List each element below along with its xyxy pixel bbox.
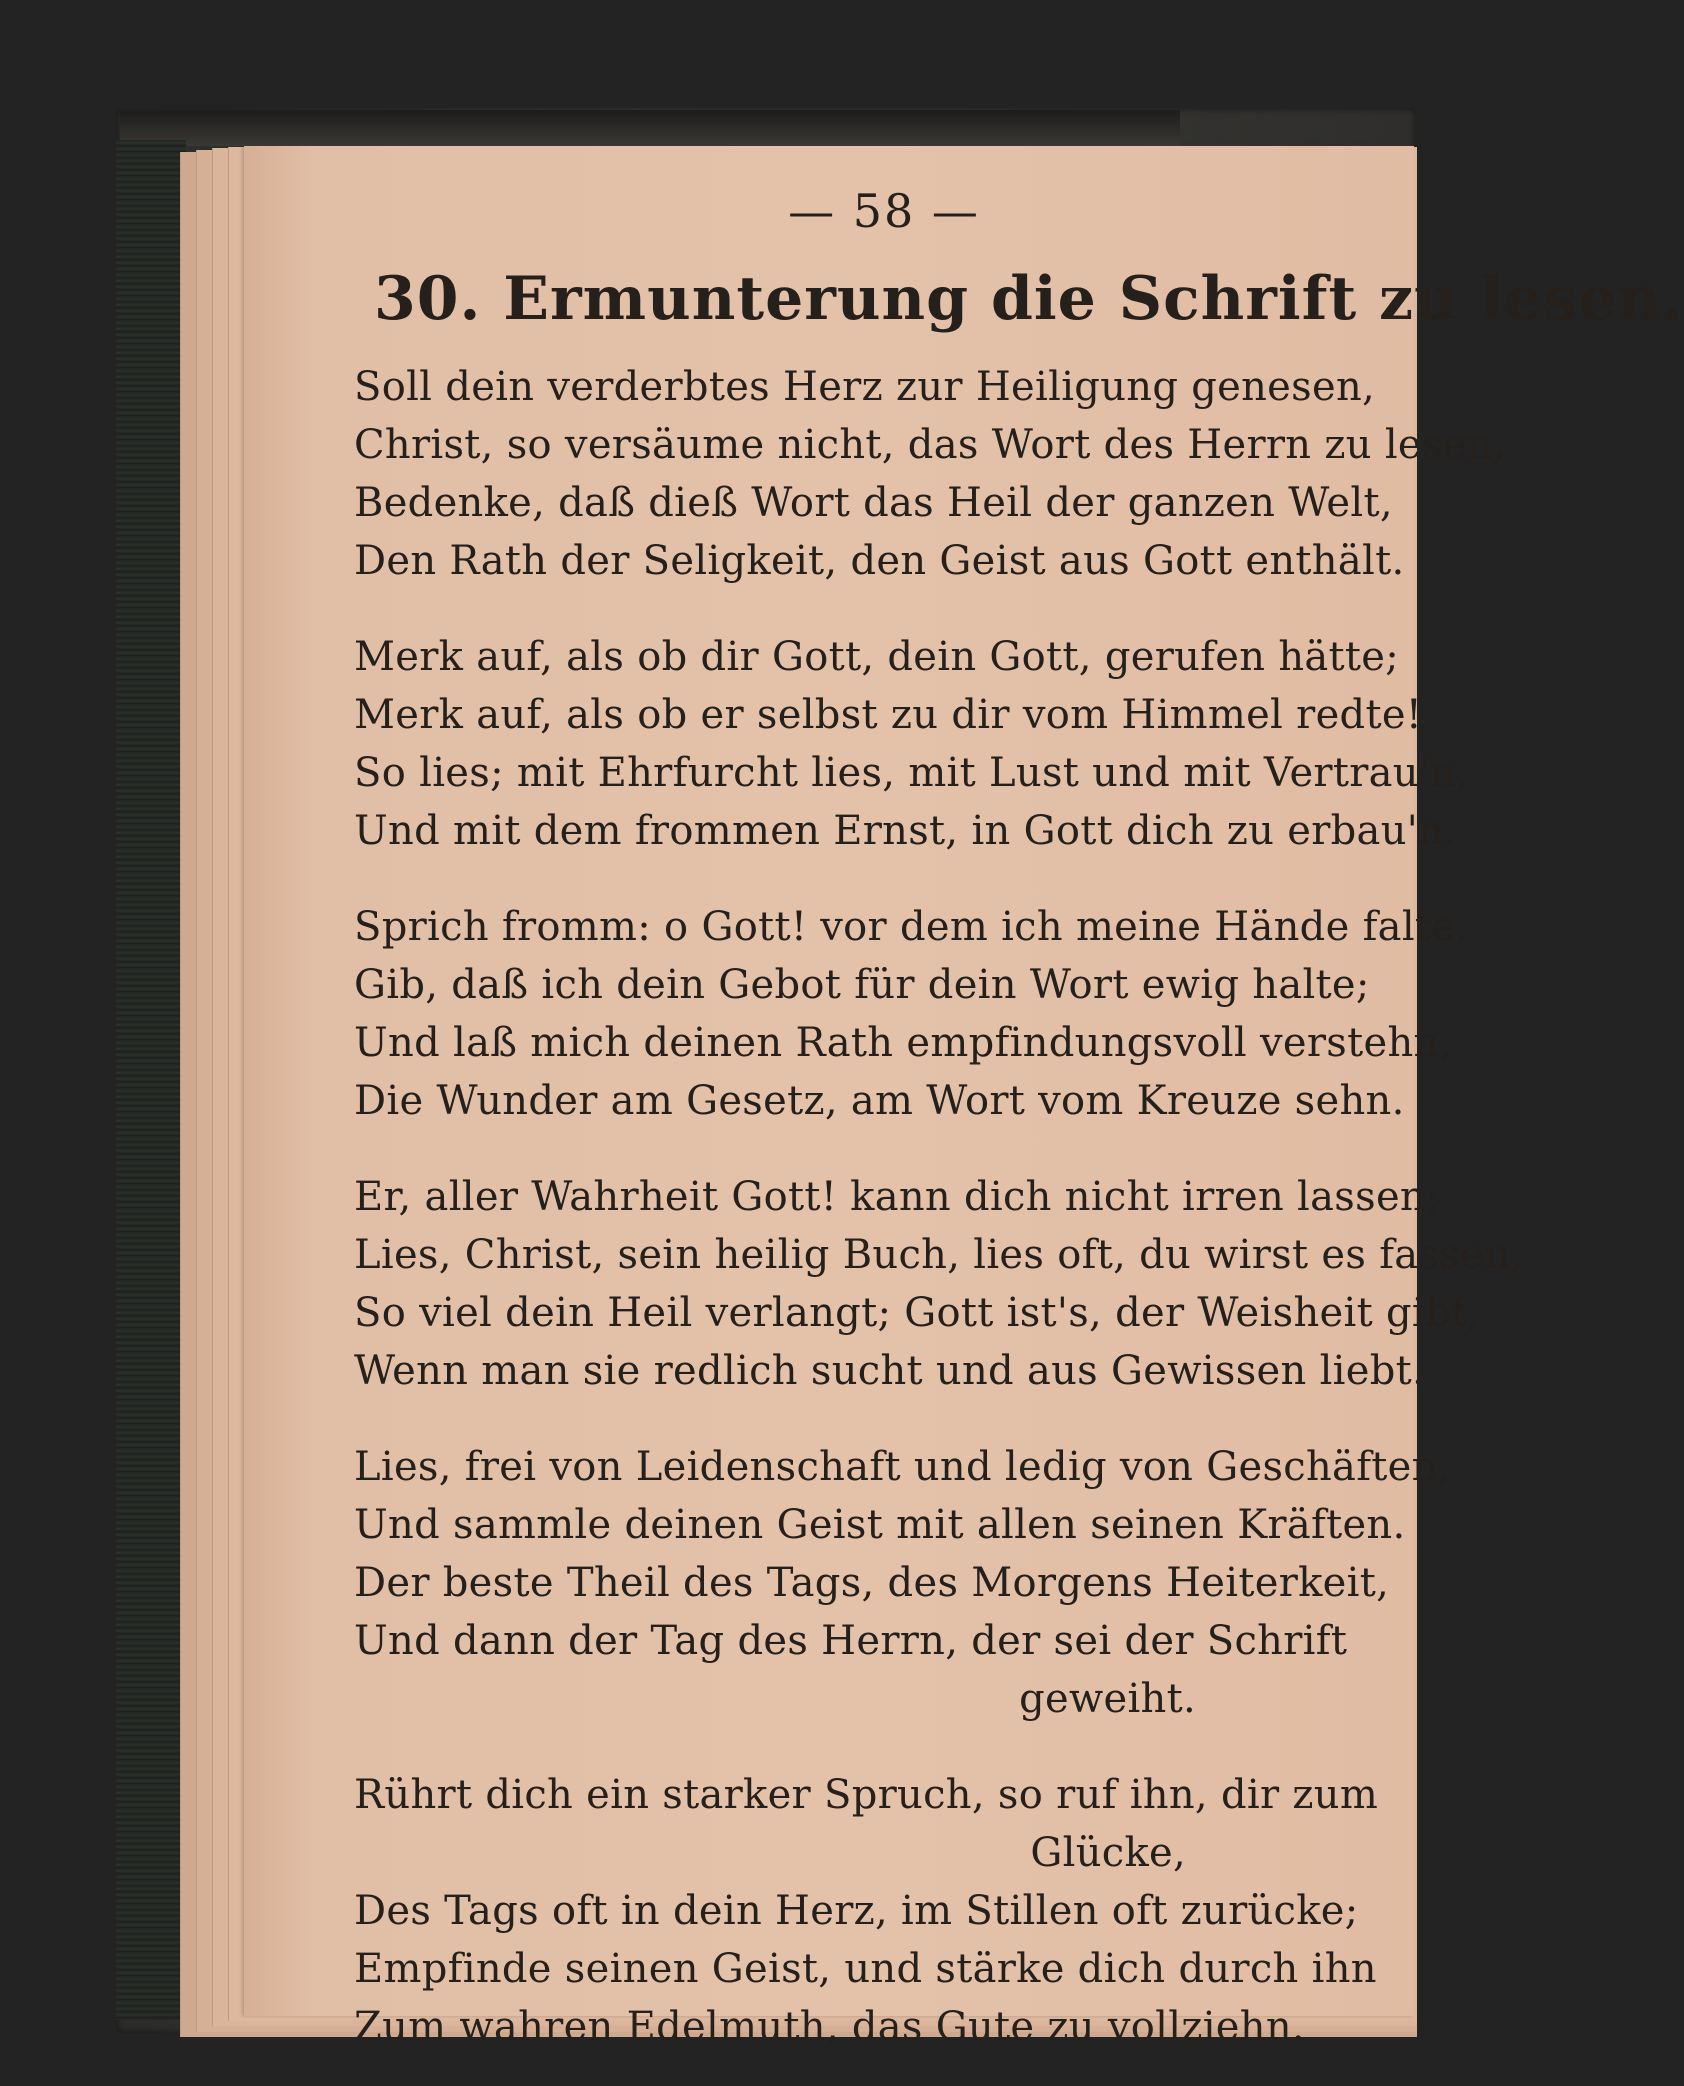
poem-line: Lies, Christ, sein heilig Buch, lies oft, du wirst es fassen, <box>354 1232 1524 1278</box>
poem-line-continuation: geweiht. <box>1019 1676 1196 1722</box>
poem-line: Der beste Theil des Tags, des Morgens Heiterkeit, <box>354 1560 1390 1606</box>
poem-line: Er, aller Wahrheit Gott! kann dich nicht irren lassen; <box>354 1174 1440 1220</box>
poem-title: 30. Ermunterung die Schrift zu lesen. <box>374 264 1684 334</box>
poem-line: So lies; mit Ehrfurcht lies, mit Lust und mit Vertrau'n, <box>354 750 1470 796</box>
stanza-6 <box>354 1766 1379 2056</box>
book-spine <box>116 140 186 2020</box>
poem-line: Gib, daß ich dein Gebot für dein Wort ewig halte; <box>354 962 1370 1008</box>
poem-line: Rührt dich ein starker Spruch, so ruf ihn, dir zum <box>354 1772 1379 1818</box>
book-page <box>244 146 1684 2050</box>
stanza-2 <box>354 628 1470 860</box>
poem-line: Soll dein verderbtes Herz zur Heiligung genesen, <box>354 364 1376 410</box>
poem-line: Und sammle deinen Geist mit allen seinen Kräften. <box>354 1502 1406 1548</box>
stanza-1 <box>354 358 1506 590</box>
poem-line-continuation: Glücke, <box>1030 1830 1186 1876</box>
cover-edge <box>120 110 1180 146</box>
stanza-3 <box>354 898 1469 1130</box>
poem-line: Merk auf, als ob dir Gott, dein Gott, gerufen hätte; <box>354 634 1400 680</box>
poem-line: Zum wahren Edelmuth, das Gute zu vollziehn. <box>354 2004 1305 2050</box>
poem-line: Und dann der Tag des Herrn, der sei der Schrift <box>354 1618 1348 1664</box>
poem-line: Die Wunder am Gesetz, am Wort vom Kreuze sehn. <box>354 1078 1405 1124</box>
page-content <box>354 176 1684 2056</box>
poem-line: Und mit dem frommen Ernst, in Gott dich zu erbau'n. <box>354 808 1458 854</box>
poem-line: Merk auf, als ob er selbst zu dir vom Himmel redte! <box>354 692 1423 738</box>
poem-line: Sprich fromm: o Gott! vor dem ich meine Hände falte, <box>354 904 1469 950</box>
stanza-4 <box>354 1168 1524 1400</box>
poem-line: Bedenke, daß dieß Wort das Heil der ganzen Welt, <box>354 480 1393 526</box>
stanza-5 <box>354 1438 1451 1728</box>
poem-line: So viel dein Heil verlangt; Gott ist's, der Weisheit gibt, <box>354 1290 1481 1336</box>
poem-line: Und laß mich deinen Rath empfindungsvoll verstehn, <box>354 1020 1453 1066</box>
page-number: — 58 — <box>788 184 980 238</box>
poem-line: Wenn man sie redlich sucht und aus Gewissen liebt. <box>354 1348 1426 1394</box>
poem-line: Des Tags oft in dein Herz, im Stillen oft zurücke; <box>354 1888 1359 1934</box>
poem-line: Den Rath der Seligkeit, den Geist aus Gott enthält. <box>354 538 1405 584</box>
poem-line: Christ, so versäume nicht, das Wort des Herrn zu lesen, <box>354 422 1506 468</box>
poem-line: Lies, frei von Leidenschaft und ledig von Geschäften, <box>354 1444 1451 1490</box>
poem-line: Empfinde seinen Geist, und stärke dich durch ihn <box>354 1946 1377 1992</box>
